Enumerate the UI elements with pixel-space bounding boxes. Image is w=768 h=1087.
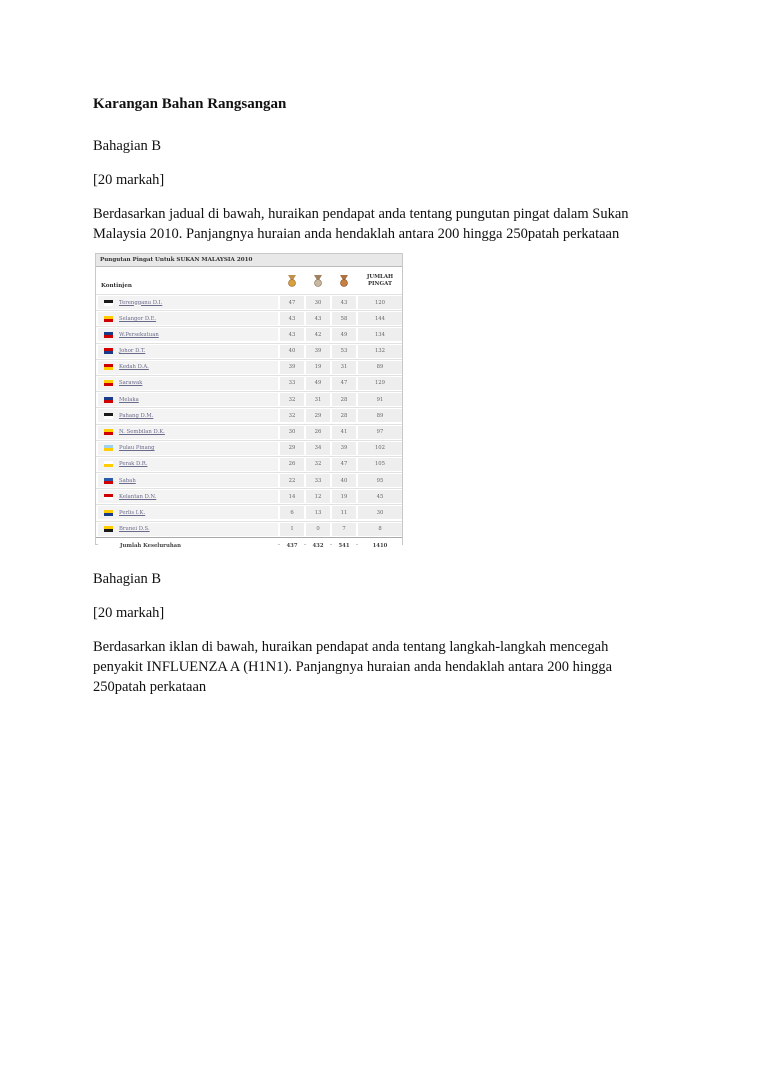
total-count-cell: 105 (358, 458, 402, 471)
table-row (96, 456, 402, 472)
total-count-cell: 8 (358, 523, 402, 536)
contingent-name: N. Sembilan D.K. (119, 429, 165, 435)
state-flag-icon (104, 445, 113, 451)
section1-instruction-line1: Berdasarkan jadual di bawah, huraikan pendapat anda tentang pungutan pingat dalam Sukan (93, 206, 629, 222)
medal-table-image (95, 253, 403, 550)
bronze-count-cell: 7 (332, 523, 356, 536)
gold-count-cell: 26 (280, 458, 304, 471)
total-count-cell: 97 (358, 426, 402, 439)
gold-count-cell: 22 (280, 474, 304, 487)
contingent-name: W.Persekutuan (119, 331, 159, 338)
silver-count-cell: 32 (306, 458, 330, 471)
silver-count-cell: 19 (306, 361, 330, 374)
contingent-name: Johor D.T. (119, 348, 146, 355)
total-count-cell: 89 (358, 409, 402, 422)
bronze-count-cell: 58 (332, 312, 356, 325)
total-count-cell: 45 (358, 490, 402, 503)
section2-instruction (93, 637, 683, 697)
silver-count-cell: 43 (306, 312, 330, 325)
silver-count-cell: 0 (306, 523, 330, 536)
state-flag-icon (104, 364, 113, 370)
contingent-cell (98, 361, 278, 374)
contingent-name: Kedah D.A. (119, 364, 149, 371)
table-row (96, 504, 402, 520)
contingent-cell (98, 474, 278, 487)
contingent-name: Brunei D.S. (119, 526, 150, 533)
silver-count-cell: 29 (306, 409, 330, 422)
table-row (96, 294, 402, 310)
contingent-name: Sabah (119, 477, 136, 484)
contingent-name: Melaka (119, 396, 139, 403)
gold-count-cell: 29 (280, 442, 304, 455)
total-count-cell: 129 (358, 377, 402, 390)
state-flag-icon (104, 300, 113, 306)
contingent-cell (98, 409, 278, 422)
state-flag-icon (104, 494, 113, 500)
gold-count-cell: 6 (280, 506, 304, 519)
document-title: Karangan Bahan Rangsangan (93, 96, 287, 112)
contingent-cell (98, 442, 278, 455)
header-total-medals (358, 271, 402, 291)
table-row (96, 488, 402, 504)
contingent-name: Selangor D.E. (119, 315, 157, 322)
state-flag-icon (104, 429, 113, 435)
bronze-count-cell: 39 (332, 442, 356, 455)
state-flag-icon (104, 526, 113, 532)
gold-count-cell: 40 (280, 345, 304, 358)
silver-count-cell: 34 (306, 442, 330, 455)
section2-heading: Bahagian B (93, 571, 162, 587)
bronze-medal-icon (332, 271, 356, 291)
section2-instruction-line3: 250patah perkataan (93, 679, 207, 695)
total-count-cell: 95 (358, 474, 402, 487)
medal-table-title: Pungutan Pingat Untuk SUKAN MALAYSIA 2010 (96, 254, 402, 267)
contingent-name: Terengganu D.I. (119, 299, 163, 306)
bronze-count-cell: 53 (332, 345, 356, 358)
header-total-line2: PINGAT (367, 280, 392, 287)
table-row (96, 407, 402, 423)
total-gold: 437 (280, 539, 304, 554)
silver-count-cell: 39 (306, 345, 330, 358)
state-flag-icon (104, 332, 113, 338)
section1-instruction (93, 204, 683, 244)
gold-count-cell: 33 (280, 377, 304, 390)
table-row (96, 359, 402, 375)
bronze-count-cell: 47 (332, 377, 356, 390)
silver-count-cell: 31 (306, 393, 330, 406)
total-silver: 432 (306, 539, 330, 554)
medal-table-header (96, 267, 402, 294)
bronze-count-cell: 41 (332, 426, 356, 439)
silver-count-cell: 13 (306, 506, 330, 519)
gold-count-cell: 47 (280, 296, 304, 309)
table-row (96, 440, 402, 456)
bronze-count-cell: 49 (332, 328, 356, 341)
contingent-name: Pulau Pinang (119, 445, 155, 452)
bronze-count-cell: 11 (332, 506, 356, 519)
table-row (96, 343, 402, 359)
contingent-cell (98, 393, 278, 406)
silver-count-cell: 49 (306, 377, 330, 390)
total-count-cell: 120 (358, 296, 402, 309)
total-all: 1410 (358, 539, 402, 554)
contingent-cell (98, 426, 278, 439)
section1-instruction-line2: Malaysia 2010. Panjangnya huraian anda hendaklah antara 200 hingga 250patah perkataan (93, 226, 620, 242)
table-row (96, 326, 402, 342)
total-count-cell: 144 (358, 312, 402, 325)
header-total-line1: JUMLAH (366, 273, 394, 280)
silver-count-cell: 26 (306, 426, 330, 439)
table-row (96, 310, 402, 326)
gold-count-cell: 30 (280, 426, 304, 439)
contingent-name: Perak D.R. (119, 461, 148, 468)
gold-count-cell: 1 (280, 523, 304, 536)
total-count-cell: 102 (358, 442, 402, 455)
state-flag-icon (104, 510, 113, 516)
section1-marks: [20 markah] (93, 172, 165, 188)
silver-count-cell: 30 (306, 296, 330, 309)
section2-marks: [20 markah] (93, 605, 165, 621)
total-count-cell: 91 (358, 393, 402, 406)
gold-medal-icon (280, 271, 304, 291)
header-contingent: Kontinjen (101, 283, 132, 289)
bronze-count-cell: 31 (332, 361, 356, 374)
contingent-cell (98, 377, 278, 390)
silver-count-cell: 12 (306, 490, 330, 503)
table-row (96, 521, 402, 537)
state-flag-icon (104, 316, 113, 322)
state-flag-icon (104, 461, 113, 467)
state-flag-icon (104, 397, 113, 403)
contingent-cell (98, 345, 278, 358)
total-count-cell: 89 (358, 361, 402, 374)
contingent-cell (98, 458, 278, 471)
table-row (96, 424, 402, 440)
total-count-cell: 30 (358, 506, 402, 519)
bronze-count-cell: 19 (332, 490, 356, 503)
section1-heading: Bahagian B (93, 138, 162, 154)
bronze-count-cell: 28 (332, 409, 356, 422)
total-bronze: 541 (332, 539, 356, 554)
state-flag-icon (104, 348, 113, 354)
table-row (96, 375, 402, 391)
total-label: Jumlah Keseluruhan (98, 539, 278, 554)
state-flag-icon (104, 478, 113, 484)
gold-count-cell: 43 (280, 312, 304, 325)
section2-instruction-line1: Berdasarkan iklan di bawah, huraikan pendapat anda tentang langkah-langkah mencegah (93, 639, 609, 655)
medal-table-body (96, 294, 402, 537)
table-row (96, 472, 402, 488)
table-row (96, 391, 402, 407)
contingent-cell (98, 296, 278, 309)
total-count-cell: 134 (358, 328, 402, 341)
silver-count-cell: 42 (306, 328, 330, 341)
gold-count-cell: 39 (280, 361, 304, 374)
silver-medal-icon (306, 271, 330, 291)
contingent-name: Pahang D.M. (119, 412, 154, 419)
state-flag-icon (104, 380, 113, 386)
bronze-count-cell: 28 (332, 393, 356, 406)
contingent-cell (98, 523, 278, 536)
silver-count-cell: 33 (306, 474, 330, 487)
total-count-cell: 132 (358, 345, 402, 358)
gold-count-cell: 32 (280, 409, 304, 422)
bronze-count-cell: 40 (332, 474, 356, 487)
bronze-count-cell: 43 (332, 296, 356, 309)
state-flag-icon (104, 413, 113, 419)
contingent-cell (98, 312, 278, 325)
contingent-name: Kelantan D.N. (119, 493, 157, 500)
gold-count-cell: 43 (280, 328, 304, 341)
contingent-name: Sarawak (119, 380, 143, 387)
gold-count-cell: 32 (280, 393, 304, 406)
section2-instruction-line2: penyakit INFLUENZA A (H1N1). Panjangnya huraian anda hendaklah antara 200 hingga (93, 659, 613, 675)
gold-count-cell: 14 (280, 490, 304, 503)
contingent-cell (98, 328, 278, 341)
contingent-name: Perlis I.K. (119, 509, 146, 516)
contingent-cell (98, 490, 278, 503)
contingent-cell (98, 506, 278, 519)
bronze-count-cell: 47 (332, 458, 356, 471)
medal-table-total-row (96, 537, 402, 555)
